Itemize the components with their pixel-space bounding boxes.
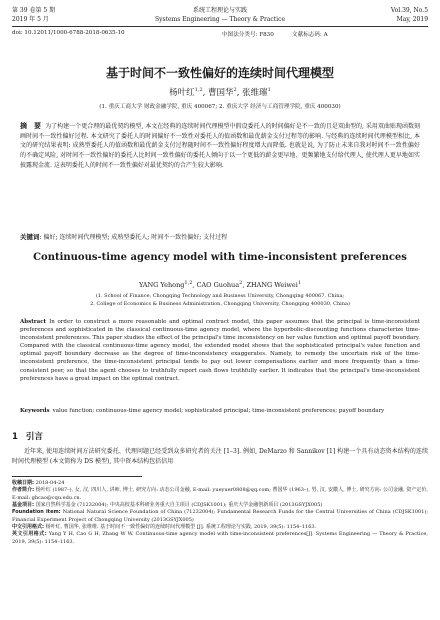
article-meta (12, 30, 428, 38)
section-number: 1 (12, 432, 18, 442)
footnote-label: 英文引用格式: (12, 531, 47, 538)
footnotes (12, 480, 428, 546)
header-row-2 (12, 15, 428, 24)
footnote-item (12, 509, 428, 524)
affiliation-en (0, 292, 440, 308)
footnote-text: National Natural Science Foundation of China (71232004); Fundamental Research Funds for the Central Universities of China (CDJSK1001); Financial Experiment Project of Chongqing University (2013GSYJX005) (12, 509, 429, 523)
keywords-en-label: Keywords (20, 408, 50, 414)
journal-name-en: Systems Engineering — Theory & Practice (154, 16, 286, 23)
footnote-label: 基金项目: (12, 502, 34, 509)
author-sup: 2 (239, 280, 243, 286)
affiliation-cn: (1. 重庆工商大学 财政金融学院, 重庆 400067; 2. 重庆大学 经济与工商管理学院, 重庆 400030) (99, 104, 341, 110)
footnote-label: 作者简介: (12, 487, 35, 494)
header-row-1 (12, 6, 428, 15)
date-cn: 2019 年 5 月 (12, 16, 49, 23)
author-cn: 张维璀 (242, 88, 268, 98)
author-en: ZHANG Weiwei (246, 281, 298, 290)
author-en: YANG Yehong (138, 281, 185, 290)
footnote-label: 收稿日期: (12, 480, 34, 486)
footnote-label: Foundation item: (12, 509, 61, 516)
volume-en: Vol.39, No.5 (390, 7, 429, 14)
footnote-rule (12, 476, 142, 477)
abstract-cn-text: 为了构建一个更合理的最优契约模型, 本文在经典的连续时间代理模型中假设委托人的时间偏好是不一致的且是双曲型的, 采用双曲贴现函数刻画时间不一致性偏好过程. 本文研究了委托人的时间偏好不一致性对委托人的值函数和最优薪金支付过程等的影响. 与经典的连续时间代理模型相比, 本文的研究结果表明: 成熟型委托人的值函数和最优薪金支付过程随时间不一致性偏好程度增大而降低. 也就是说, 为了防止未来自我对时间不一致性偏好的不确定风险, 对时间不一致性偏好的委托人比时间一致性偏好的委托人倾向于以一个更低的薪金更早地、更频繁地支付给代理人, 使代理人更早地如实披露现金流. 这表明委托人的时间不一致性偏好对最优契约的合产生较大影响. (20, 123, 421, 169)
clc-number: 中图法分类号: F830 (222, 32, 274, 38)
authors-cn: 杨叶红$^{1,2}$, 曹国华$^2$, 张维璀$^1$ (169, 87, 271, 98)
volume-issue: 第 39 卷第 5 期 (12, 7, 56, 14)
footnote-label: 中文引用格式: (12, 524, 45, 531)
title-cn: 基于时间不一致性偏好的连续时间代理模型 (105, 66, 334, 80)
abstract-cn-label: 摘 要 (20, 122, 42, 130)
abstract-cn (20, 122, 420, 171)
author-cn: 杨叶红 (169, 88, 195, 98)
author-sup: 1,2 (194, 87, 203, 94)
keywords-cn: 关键词: 偏好; 连续时间代理模型; 成熟型委托人; 时间不一致性偏好; 支付过程 (20, 233, 228, 241)
doi[interactable]: doi: 10.12011/1000-6788-2018-0635-10 (12, 30, 125, 36)
header-rule (12, 26, 428, 27)
abstract-en-label: Abstract (20, 319, 47, 325)
footnote-text: 2018-04-24 (35, 480, 65, 486)
author-cn: 曹国华 (208, 88, 234, 98)
section-title: 引言 (25, 432, 43, 442)
author-sup: 1 (267, 87, 271, 94)
affiliation-en-line: 2. College of Economics & Business Administration, Chongqing University, Chongqing 400030, China) (90, 301, 350, 307)
date-en: May, 2019 (396, 16, 429, 23)
footnote-item (12, 531, 428, 546)
section-heading (12, 430, 43, 442)
abstract-en (20, 318, 420, 383)
abstract-en-text: In order to construct a more reasonable and optimal contract model, this paper assumes that the principal is time-inconsistent preferences and sophisticated in the classical continuous-time agency model, where the hyperbolic-discounting functions characterize time-inconsistent preferences. This paper studies the effect of the principal's time inconsistency on her value function and optimal payoff boundary. Compared with the classical continuous-time agency model, the extended model shows that the sophisticated principal's value function and optimal payoff boundary decrease as the degree of time-inconsistency exaggerates. Namely, to remedy the uncertain risk of the time-inconsistent preference, the time-inconsistent principal tends to pay out lower compensations earlier and more frequently than a time-consistent peer, so that the agent chooses to truthfully report cash flows truthfully earlier. It indicates that the principal's time-inconsistent preferences have a great impact on the optimal contract. (20, 319, 420, 382)
document-code: 文献标志码: A (292, 32, 328, 38)
author-sup: 1 (297, 280, 302, 286)
affiliation-en-line: (1. School of Finance, Chongqing Technology and Business University, Chongqing 400067, China; (95, 293, 345, 299)
journal-name-cn: 系统工程理论与实践 (193, 7, 248, 14)
keywords-cn-label: 关键词 (20, 233, 40, 241)
keywords-cn-text: 偏好; 连续时间代理模型; 成熟型委托人; 时间不一致性偏好; 支付过程 (43, 234, 228, 241)
footnote-text: 国家自然科学基金 (71232004); 中央高校基本科研业务重大自主项目 (CDJSK1001); 重庆大学金融创新项目 (2013GSYJX005) (35, 502, 323, 509)
title-en: Continuous-time agency model with time-inconsistent preferences (33, 252, 407, 263)
footnote-text: Yang Y H, Cao G H, Zhang W W. Continuous-time agency model with time-inconsistent preferences[J]. Systems Engineering — Theory & Practice, 2019, 39(5): 1154–1163. (12, 531, 428, 545)
author-sup: 1,2 (184, 280, 193, 286)
author-en: CAO Guohua (196, 281, 240, 290)
footnote-text: 杨叶红 (1987–), 女, 汉, 四川人, 讲师, 博士, 研究方向: 动态公司金融, E-mail: yueyuer0808@qq.com; 曹国华 (1963–), 男, 汉, 安徽人, 博士, 研究方向: 公司金融, 资产定价, E-mail: ghcao@cqu.edu.cn. (12, 487, 429, 501)
authors-en: YANG Yehong$^{1,2}$, CAO Guohua$^2$, ZHANG Weiwei$^1$ (138, 280, 302, 290)
author-sup: 2 (233, 87, 237, 94)
footnote-text: 杨叶红, 曹国华, 张维维. 基于时间不一致性偏好的连续时间代理模型 [J]. 系统工程理论与实践, 2019, 39(5): 1154–1163. (45, 524, 317, 531)
footnote-item (12, 487, 428, 502)
intro-paragraph: 近年来, 使用连续时间方法研究委托、代理问题已经受到众多研究者的关注 [1–3]. 例如, DeMarzo 和 Sannikov [1] 构建一个具有动态资本结构的连续时间代理模型 (本文简称为 DS 模型), 其中资本结构包括信用 (12, 448, 428, 465)
keywords-en (20, 407, 420, 415)
keywords-en-text: value function; continuous-time agency model; sophisticated principal; time-inconsistent preferences; payoff boundary (52, 408, 385, 414)
